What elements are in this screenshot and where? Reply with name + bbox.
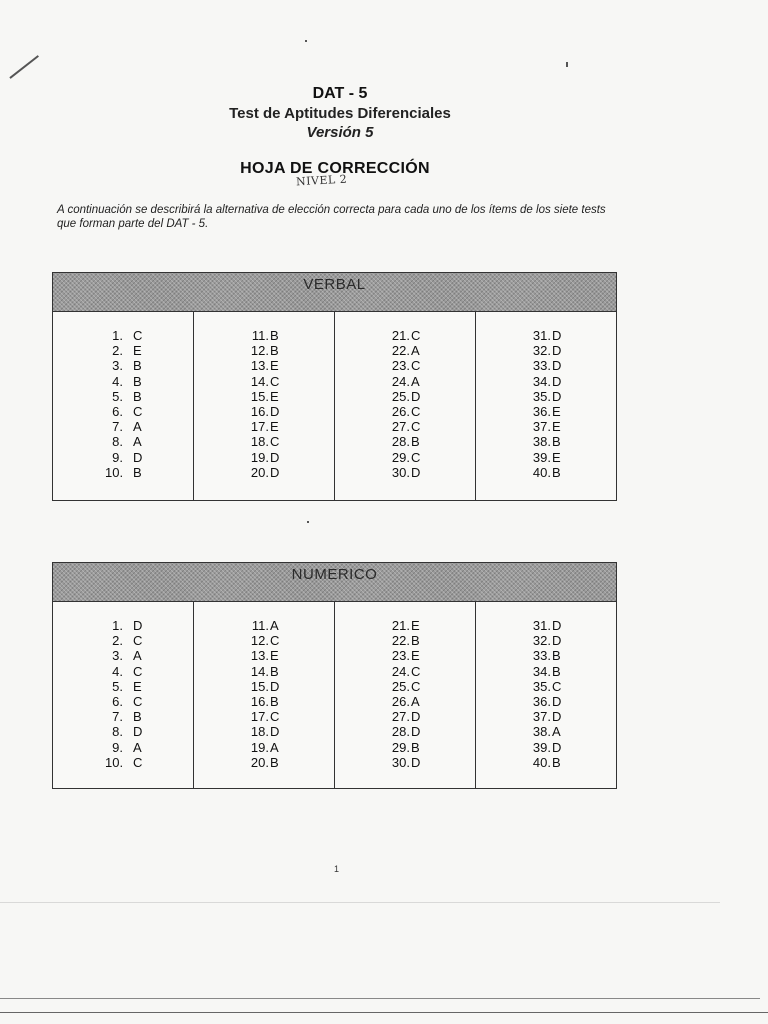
correct-answer: D <box>133 618 143 633</box>
answer-item <box>389 358 475 373</box>
correct-answer: C <box>133 663 143 679</box>
correct-answer: C <box>133 754 143 770</box>
answer-item <box>530 434 616 449</box>
correct-answer: C <box>411 678 421 694</box>
answer-item <box>248 389 334 404</box>
item-number: 32. <box>532 633 551 649</box>
correct-answer: E <box>552 404 561 420</box>
document-title: DAT - 5 <box>312 85 368 102</box>
correct-answer: A <box>133 434 142 450</box>
correct-answer: E <box>552 449 561 465</box>
answer-item <box>105 709 193 724</box>
answer-column <box>194 602 335 788</box>
answer-item <box>105 633 193 648</box>
correct-answer: D <box>552 358 562 374</box>
item-number: 14. <box>250 373 269 389</box>
answer-item <box>389 419 475 434</box>
answer-item <box>530 679 616 694</box>
answer-item <box>530 724 616 739</box>
answer-item <box>105 404 193 419</box>
answer-item <box>530 404 616 419</box>
answer-item <box>389 343 475 358</box>
item-number: 3. <box>112 648 123 664</box>
answer-list <box>476 618 616 770</box>
table-header: VERBAL <box>53 273 616 312</box>
answer-item <box>248 694 334 709</box>
answer-list <box>335 328 475 480</box>
correct-answer: D <box>411 709 421 725</box>
scan-speck <box>566 62 568 67</box>
item-number: 33. <box>532 648 551 664</box>
scan-pen-stroke <box>9 55 38 78</box>
answer-item <box>248 724 334 739</box>
correct-answer: E <box>411 618 420 633</box>
item-number: 18. <box>250 434 269 450</box>
answer-column <box>53 602 194 788</box>
correct-answer: C <box>411 663 421 679</box>
correct-answer: D <box>552 694 562 710</box>
correct-answer: D <box>270 404 280 420</box>
correct-answer: D <box>552 343 562 359</box>
scan-speck <box>305 40 307 42</box>
item-number: 40. <box>532 754 551 770</box>
answer-item <box>389 724 475 739</box>
correct-answer: A <box>133 648 142 664</box>
answer-item <box>248 465 334 480</box>
item-number: 35. <box>532 678 551 694</box>
handwritten-note: NIVEL 2 <box>295 172 348 189</box>
correct-answer: B <box>270 663 279 679</box>
correct-answer: A <box>411 694 420 710</box>
correct-answer: B <box>133 709 142 725</box>
answer-item <box>105 419 193 434</box>
correct-answer: D <box>270 724 280 740</box>
answer-item <box>530 343 616 358</box>
answer-item <box>248 755 334 770</box>
item-number: 31. <box>532 618 551 633</box>
item-number: 19. <box>250 739 269 755</box>
correct-answer: B <box>270 754 279 770</box>
item-number: 25. <box>391 388 410 404</box>
answer-column <box>476 602 616 788</box>
answer-item <box>530 740 616 755</box>
correct-answer: E <box>552 419 561 435</box>
answer-item <box>389 450 475 465</box>
item-number: 23. <box>391 358 410 374</box>
item-number: 1. <box>112 618 123 633</box>
answer-item <box>530 358 616 373</box>
answer-item <box>105 328 193 343</box>
item-number: 38. <box>532 724 551 740</box>
item-number: 10. <box>105 464 124 480</box>
item-number: 36. <box>532 404 551 420</box>
correct-answer: B <box>552 464 561 480</box>
answer-item <box>530 755 616 770</box>
answer-list <box>53 328 193 480</box>
answer-item <box>389 374 475 389</box>
answer-item <box>105 724 193 739</box>
answer-item <box>248 343 334 358</box>
item-number: 24. <box>391 663 410 679</box>
answer-item <box>248 648 334 663</box>
answer-item <box>389 389 475 404</box>
answer-item <box>389 328 475 343</box>
answer-item <box>248 404 334 419</box>
item-number: 28. <box>391 724 410 740</box>
item-number: 10. <box>105 754 124 770</box>
scan-edge-line <box>0 998 760 999</box>
correct-answer: A <box>270 618 279 633</box>
answer-item <box>105 755 193 770</box>
correct-answer: D <box>133 724 143 740</box>
answer-item <box>389 679 475 694</box>
item-number: 34. <box>532 663 551 679</box>
item-number: 5. <box>112 388 123 404</box>
answer-column <box>335 602 476 788</box>
correct-answer: E <box>411 648 420 664</box>
item-number: 15. <box>250 678 269 694</box>
answer-item <box>248 679 334 694</box>
correct-answer: A <box>133 739 142 755</box>
item-number: 28. <box>391 434 410 450</box>
correct-answer: D <box>133 449 143 465</box>
item-number: 21. <box>391 328 410 343</box>
answer-item <box>105 679 193 694</box>
correct-answer: C <box>411 449 421 465</box>
answer-item <box>105 450 193 465</box>
correct-answer: D <box>411 724 421 740</box>
document-version: Versión 5 <box>306 124 374 141</box>
item-number: 7. <box>112 709 123 725</box>
answer-item <box>389 434 475 449</box>
correct-answer: C <box>133 694 143 710</box>
answer-column <box>53 312 194 500</box>
item-number: 7. <box>112 419 123 435</box>
item-number: 13. <box>250 648 269 664</box>
correct-answer: B <box>270 328 279 343</box>
answer-item <box>389 694 475 709</box>
item-number: 39. <box>532 739 551 755</box>
item-number: 30. <box>391 754 410 770</box>
item-number: 19. <box>250 449 269 465</box>
correct-answer: A <box>133 419 142 435</box>
answer-item <box>530 694 616 709</box>
correct-answer: C <box>133 633 143 649</box>
correct-answer: C <box>270 434 280 450</box>
item-number: 11. <box>251 618 269 633</box>
correct-answer: B <box>411 633 420 649</box>
answer-list <box>194 618 334 770</box>
item-number: 8. <box>112 434 123 450</box>
answer-item <box>105 618 193 633</box>
answer-table-verbal <box>52 272 617 501</box>
answer-item <box>530 450 616 465</box>
table-body <box>53 602 616 788</box>
intro-paragraph: A continuación se describirá la alternativa de elección correcta para cada uno de los ítems de los siete tests que forman parte del DAT - 5. <box>57 204 606 230</box>
correct-answer: D <box>411 464 421 480</box>
answer-item <box>248 664 334 679</box>
item-number: 26. <box>391 694 410 710</box>
item-number: 1. <box>112 328 123 343</box>
answer-item <box>389 618 475 633</box>
item-number: 11. <box>251 328 269 343</box>
answer-item <box>248 618 334 633</box>
answer-item <box>530 664 616 679</box>
document-subtitle: Test de Aptitudes Diferenciales <box>229 105 451 122</box>
item-number: 18. <box>250 724 269 740</box>
correct-answer: D <box>552 633 562 649</box>
correct-answer: A <box>552 724 561 740</box>
item-number: 20. <box>250 754 269 770</box>
answer-item <box>530 648 616 663</box>
correct-answer: E <box>270 358 279 374</box>
item-number: 14. <box>250 663 269 679</box>
item-number: 29. <box>391 739 410 755</box>
item-number: 9. <box>112 739 123 755</box>
item-number: 4. <box>112 373 123 389</box>
item-number: 21. <box>391 618 410 633</box>
item-number: 20. <box>250 464 269 480</box>
item-number: 22. <box>391 633 410 649</box>
answer-item <box>105 374 193 389</box>
answer-item <box>248 434 334 449</box>
answer-item <box>105 694 193 709</box>
answer-item <box>530 419 616 434</box>
table-header: NUMERICO <box>53 563 616 602</box>
correct-answer: E <box>270 648 279 664</box>
answer-item <box>530 709 616 724</box>
correct-answer: C <box>552 678 562 694</box>
scan-edge-line <box>0 902 720 903</box>
answer-list <box>335 618 475 770</box>
correct-answer: C <box>133 404 143 420</box>
item-number: 17. <box>250 419 269 435</box>
item-number: 8. <box>112 724 123 740</box>
item-number: 33. <box>532 358 551 374</box>
answer-list <box>476 328 616 480</box>
answer-item <box>105 389 193 404</box>
item-number: 27. <box>391 419 410 435</box>
answer-table-numerico <box>52 562 617 789</box>
item-number: 12. <box>250 343 269 359</box>
answer-item <box>389 633 475 648</box>
correct-answer: A <box>411 373 420 389</box>
correct-answer: A <box>270 739 279 755</box>
correct-answer: B <box>411 434 420 450</box>
answer-item <box>105 465 193 480</box>
answer-item <box>389 755 475 770</box>
answer-list <box>53 618 193 770</box>
item-number: 6. <box>112 404 123 420</box>
item-number: 24. <box>391 373 410 389</box>
correct-answer: E <box>133 343 142 359</box>
correct-answer: E <box>133 678 142 694</box>
correct-answer: B <box>552 648 561 664</box>
item-number: 25. <box>391 678 410 694</box>
correct-answer: D <box>552 373 562 389</box>
answer-item <box>248 419 334 434</box>
item-number: 4. <box>112 663 123 679</box>
item-number: 6. <box>112 694 123 710</box>
answer-column <box>476 312 616 500</box>
sheet-title: HOJA DE CORRECCIÓN <box>240 160 430 177</box>
correct-answer: C <box>411 328 421 343</box>
answer-item <box>248 328 334 343</box>
item-number: 31. <box>532 328 551 343</box>
scan-edge-line <box>0 1012 768 1013</box>
answer-item <box>248 740 334 755</box>
answer-item <box>530 633 616 648</box>
item-number: 17. <box>250 709 269 725</box>
answer-item <box>389 465 475 480</box>
correct-answer: D <box>270 678 280 694</box>
table-body <box>53 312 616 500</box>
correct-answer: C <box>270 633 280 649</box>
correct-answer: E <box>270 419 279 435</box>
answer-item <box>105 740 193 755</box>
answer-item <box>530 374 616 389</box>
correct-answer: D <box>552 709 562 725</box>
correct-answer: D <box>552 328 562 343</box>
correct-answer: C <box>411 419 421 435</box>
correct-answer: D <box>552 618 562 633</box>
answer-item <box>389 404 475 419</box>
correct-answer: B <box>133 388 142 404</box>
correct-answer: D <box>270 449 280 465</box>
answer-item <box>105 434 193 449</box>
item-number: 39. <box>532 449 551 465</box>
item-number: 37. <box>532 709 551 725</box>
correct-answer: D <box>552 739 562 755</box>
correct-answer: B <box>411 739 420 755</box>
scan-speck <box>307 521 309 523</box>
correct-answer: A <box>411 343 420 359</box>
answer-item <box>389 648 475 663</box>
correct-answer: B <box>270 694 279 710</box>
answer-item <box>389 740 475 755</box>
correct-answer: B <box>133 373 142 389</box>
page-number: 1 <box>334 864 340 874</box>
item-number: 16. <box>250 404 269 420</box>
item-number: 34. <box>532 373 551 389</box>
item-number: 40. <box>532 464 551 480</box>
answer-item <box>389 709 475 724</box>
document-header <box>0 84 680 142</box>
item-number: 22. <box>391 343 410 359</box>
correct-answer: C <box>411 404 421 420</box>
correct-answer: C <box>411 358 421 374</box>
answer-item <box>105 343 193 358</box>
answer-item <box>530 328 616 343</box>
answer-item <box>248 450 334 465</box>
answer-item <box>105 664 193 679</box>
item-number: 3. <box>112 358 123 374</box>
answer-list <box>194 328 334 480</box>
correct-answer: C <box>270 709 280 725</box>
correct-answer: B <box>133 358 142 374</box>
correct-answer: D <box>411 754 421 770</box>
answer-item <box>248 709 334 724</box>
item-number: 27. <box>391 709 410 725</box>
item-number: 37. <box>532 419 551 435</box>
item-number: 26. <box>391 404 410 420</box>
answer-item <box>530 465 616 480</box>
answer-item <box>105 648 193 663</box>
answer-item <box>530 389 616 404</box>
item-number: 35. <box>532 388 551 404</box>
correct-answer: D <box>552 388 562 404</box>
item-number: 30. <box>391 464 410 480</box>
answer-item <box>248 374 334 389</box>
item-number: 36. <box>532 694 551 710</box>
correct-answer: E <box>270 388 279 404</box>
correct-answer: B <box>552 663 561 679</box>
item-number: 2. <box>112 633 123 649</box>
item-number: 12. <box>250 633 269 649</box>
item-number: 32. <box>532 343 551 359</box>
answer-item <box>105 358 193 373</box>
item-number: 38. <box>532 434 551 450</box>
item-number: 15. <box>250 388 269 404</box>
answer-column <box>194 312 335 500</box>
answer-item <box>248 358 334 373</box>
item-number: 9. <box>112 449 123 465</box>
correct-answer: D <box>411 388 421 404</box>
item-number: 29. <box>391 449 410 465</box>
answer-item <box>248 633 334 648</box>
item-number: 16. <box>250 694 269 710</box>
correct-answer: D <box>270 464 280 480</box>
item-number: 13. <box>250 358 269 374</box>
correct-answer: B <box>270 343 279 359</box>
answer-item <box>389 664 475 679</box>
correct-answer: B <box>552 434 561 450</box>
item-number: 2. <box>112 343 123 359</box>
answer-item <box>530 618 616 633</box>
correct-answer: C <box>133 328 143 343</box>
correct-answer: B <box>133 464 142 480</box>
correct-answer: C <box>270 373 280 389</box>
item-number: 23. <box>391 648 410 664</box>
item-number: 5. <box>112 678 123 694</box>
correct-answer: B <box>552 754 561 770</box>
answer-column <box>335 312 476 500</box>
